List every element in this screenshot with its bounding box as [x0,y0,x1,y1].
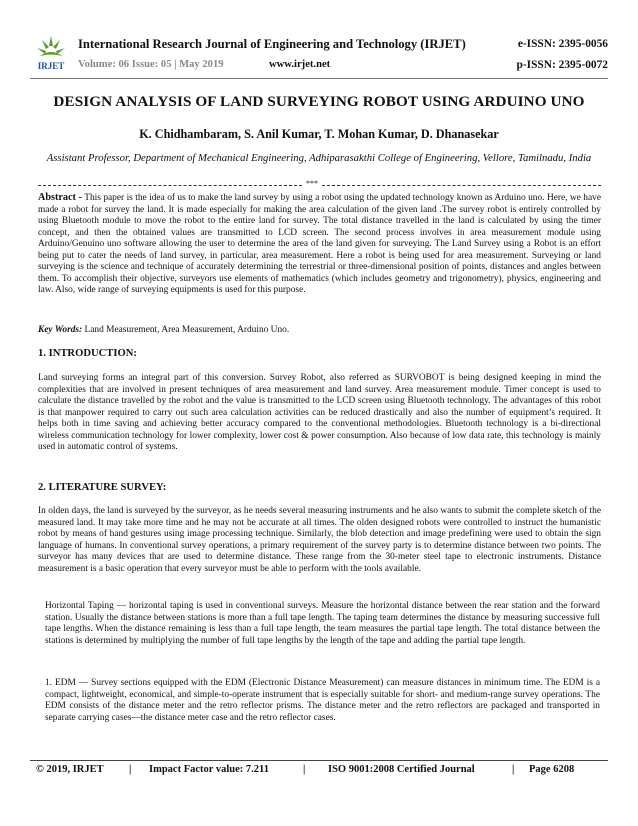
abstract-label: Abstract - [38,192,82,203]
footer-divider [30,760,608,761]
separator-mark: *** [306,179,318,188]
journal-website[interactable]: www.irjet.net [269,59,331,70]
abstract-separator [38,181,601,189]
header-divider [30,78,608,79]
footer-separator: | [512,764,515,775]
section-heading-introduction: 1. INTRODUCTION: [38,348,137,359]
e-issn: e-ISSN: 2395-0056 [517,38,608,50]
keywords-text: Land Measurement, Area Measurement, Arduino Uno. [82,325,290,335]
footer-copyright: © 2019, IRJET [36,764,104,775]
literature-text: In olden days, the land is surveyed by the surveyor, as he needs several measuring instruments and he also wants to submit the complete sketch of the measured land. It may take more time and he may not be accurate at all times. The olden designed robots were controlled to instruct the humanistic robot by means of hand gestures using image processing technique. Similarly, the blob detection and image predefining were used to obtain the sign language of humans. In conventional survey operations, a primary requirement of the survey party is to determine distance between two points. The surveyor has many devices that are used to determine distance. These range from the 30-meter steel tape to electronic instruments. Distance measurement is a basic operation that every surveyor must be able to perform with the tools available. [38,506,601,574]
irjet-logo [34,34,68,74]
abstract-text: This paper is the idea of us to make the land survey by using a robot using the updated technology known as Arduino uno. Here, we have made a robot for survey the land. It is made especially for making the area calculation of the given land .The survey robot is entirely controlled by using Bluetooth module to move the robot to the entire land for survey. The total distance travelled in the land is calculated by using the timer concept, and then the obtained values are transmitted to LCD screen. The second process involves in area measurement module using Arduino/Genuino uno software allowing the user to determine the area of the land given for surveying. The Land Survey using a Robot is an effort being put to cater the needs of land survey, in particular, area measurement. Here a robot is being used for area measurement. Surveying or land surveying is the science and technique of accurately determining the terrestrial or three-dimensional position of points, distances and angles between them. To accomplish their objective, surveyors use elements of mathematics (which includes geometry and trigonometry), physics, engineering and law. Also, wide range of surveying equipments is used for this purpose. [38,193,602,295]
paper-title: DESIGN ANALYSIS OF LAND SURVEYING ROBOT USING ARDUINO UNO [53,93,585,110]
p-issn: p-ISSN: 2395-0072 [516,59,608,71]
author-affiliation: Assistant Professor, Department of Mechanical Engineering, Adhiparasakthi College of Engineering, Vellore, Tamilnadu, India [46,152,592,164]
journal-name: International Research Journal of Engineering and Technology (IRJET) [78,37,466,51]
section-heading-literature: 2. LITERATURE SURVEY: [38,482,167,493]
page-header [30,34,608,76]
footer-iso: ISO 9001:2008 Certified Journal [328,764,475,775]
paper-authors: K. Chidhambaram, S. Anil Kumar, T. Mohan Kumar, D. Dhanasekar [139,127,499,141]
keywords-label: Key Words: [38,325,83,335]
horizontal-taping-text: Horizontal Taping — horizontal taping is used in conventional surveys. Measure the horizontal distance between the rear station and the forward station. Usually the distance between stations is more than a full tape length. The taping team determines the distance by measuring successive full tape lengths. When the distance remaining is less than a full tape length, the team measures the partial tape length. The total distance between the stations is determined by multiplying the number of full tape lengths by the length of the tape and adding the partial tape length. [45,601,600,646]
keywords [38,325,601,337]
volume-issue: Volume: 06 Issue: 05 | May 2019 [78,59,224,70]
edm-text: 1. EDM — Survey sections equipped with the EDM (Electronic Distance Measurement) can measure distances in minimum time. The EDM is a compact, lightweight, economical, and simple-to-operate instrument that is especially suitable for short- and medium-range survey operations. The EDM consists of the distance meter and the retro reflector prisms. The distance meter and the retro reflectors are packaged and transported in separate carrying cases—the distance meter case and the retro reflector cases. [45,678,600,723]
footer-impact-factor: Impact Factor value: 7.211 [149,764,269,775]
footer-separator: | [303,764,306,775]
logo-text: IRJET [37,61,65,71]
page-footer [36,764,602,780]
footer-separator: | [129,764,132,775]
footer-page-number: Page 6208 [529,764,575,775]
abstract [38,192,601,297]
introduction-text: Land surveying forms an integral part of this conversion. Survey Robot, also referred as SURVOBOT is being designed keeping in mind the complexities that are involved in present techniques of area measurement and land survey. Area measurement module. Timer concept is used to calculate the distance travelled by the robot and the value is transmitted to the LCD screen using Bluetooth technology. The advantages of this robot is that manpower required to carry out such area calculation activities can be reduced drastically and also the number of equipment’s required. It helps both in time saving and achieving better accuracy compared to the conventional methodologies. Bluetooth technology is a bi-directional wireless communication technology for lower complexity, lower cost & power consumption. Also because of low data rate, this technology is mainly used in automatic control of systems. [38,373,601,452]
